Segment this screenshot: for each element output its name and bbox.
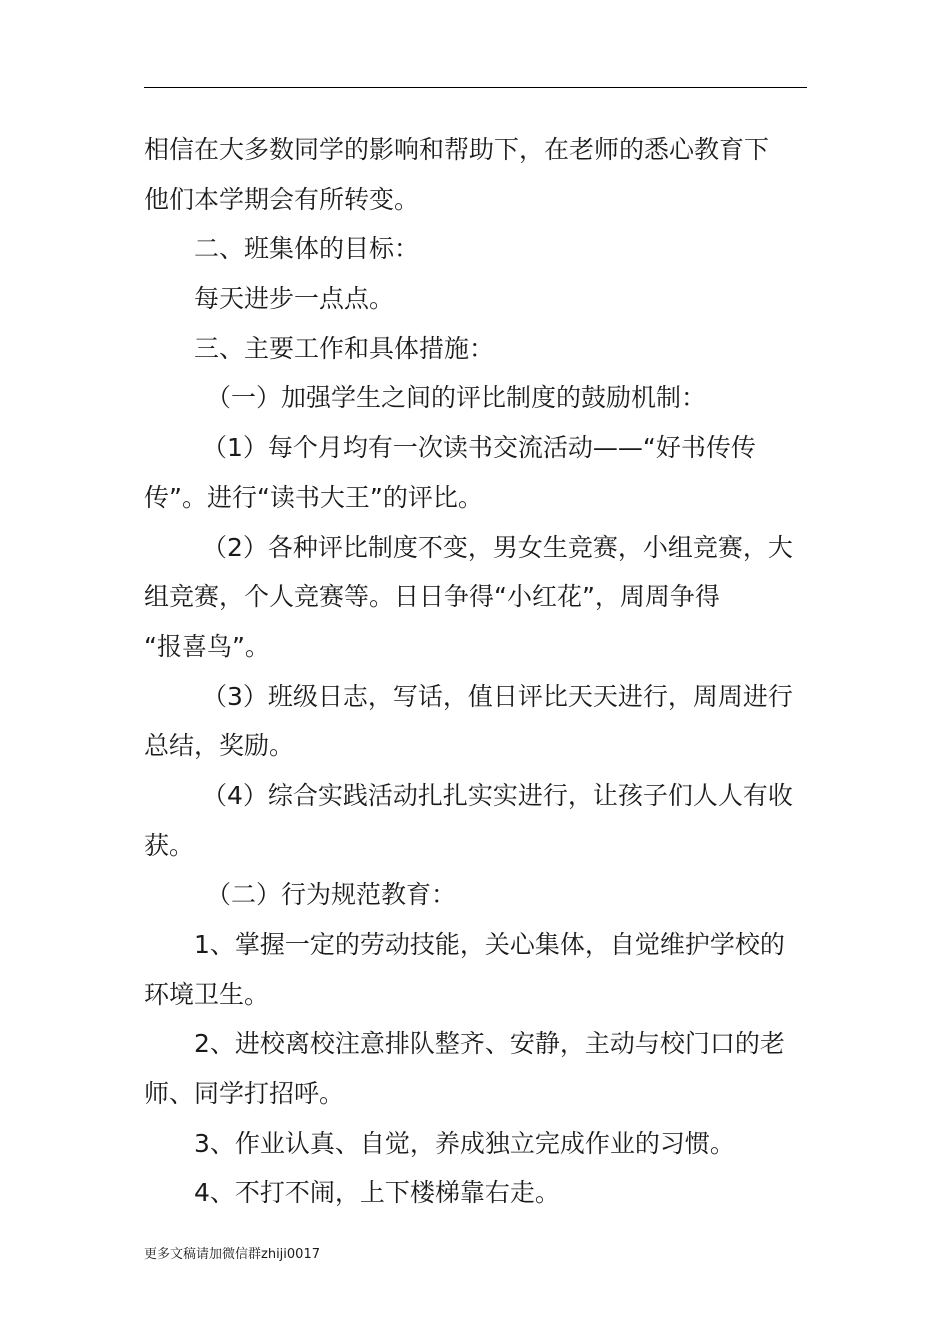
list-item-line: 总结，奖励。: [144, 731, 295, 761]
paragraph-line: 他们本学期会有所转变。: [144, 184, 420, 214]
list-item-line: 获。: [144, 830, 195, 860]
subsection-heading: （二）行为规范教育：: [206, 880, 457, 910]
list-item-line: 2、进校离校注意排队整齐、安静，主动与校门口的老: [194, 1029, 785, 1059]
footer-note: 更多文稿请加微信群zhiji0017: [144, 1247, 320, 1262]
paragraph-line: 相信在大多数同学的影响和帮助下，在老师的悉心教育下: [144, 135, 770, 164]
list-item-line: 师、同学打招呼。: [144, 1079, 345, 1109]
list-item-line: （2）各种评比制度不变，男女生竞赛，小组竞赛，大: [202, 532, 793, 562]
subsection-heading: （一）加强学生之间的评比制度的鼓励机制：: [206, 383, 707, 413]
list-item-line: （1）每个月均有一次读书交流活动——“好书传传: [202, 433, 756, 463]
list-item-line: 3、作业认真、自觉，养成独立完成作业的习惯。: [194, 1128, 735, 1158]
list-item-line: 传”。进行“读书大王”的评比。: [144, 482, 483, 512]
list-item-line: “报喜鸟”。: [144, 631, 270, 661]
list-item-line: 4、不打不闹，上下楼梯靠右走。: [194, 1178, 560, 1208]
list-item-line: 环境卫生。: [144, 979, 270, 1009]
header-rule: [144, 87, 807, 88]
paragraph-line: 每天进步一点点。: [194, 284, 395, 314]
list-item-line: 组竞赛，个人竞赛等。日日争得“小红花”，周周争得: [144, 582, 720, 612]
section-heading: 三、主要工作和具体措施：: [194, 333, 495, 363]
section-heading: 二、班集体的目标：: [194, 234, 420, 264]
list-item-line: 1、掌握一定的劳动技能，关心集体，自觉维护学校的: [194, 930, 785, 959]
list-item-line: （4）综合实践活动扎扎实实进行，让孩子们人人有收: [202, 780, 793, 810]
list-item-line: （3）班级日志，写话，值日评比天天进行，周周进行: [202, 681, 793, 711]
document-body: [144, 125, 807, 1218]
